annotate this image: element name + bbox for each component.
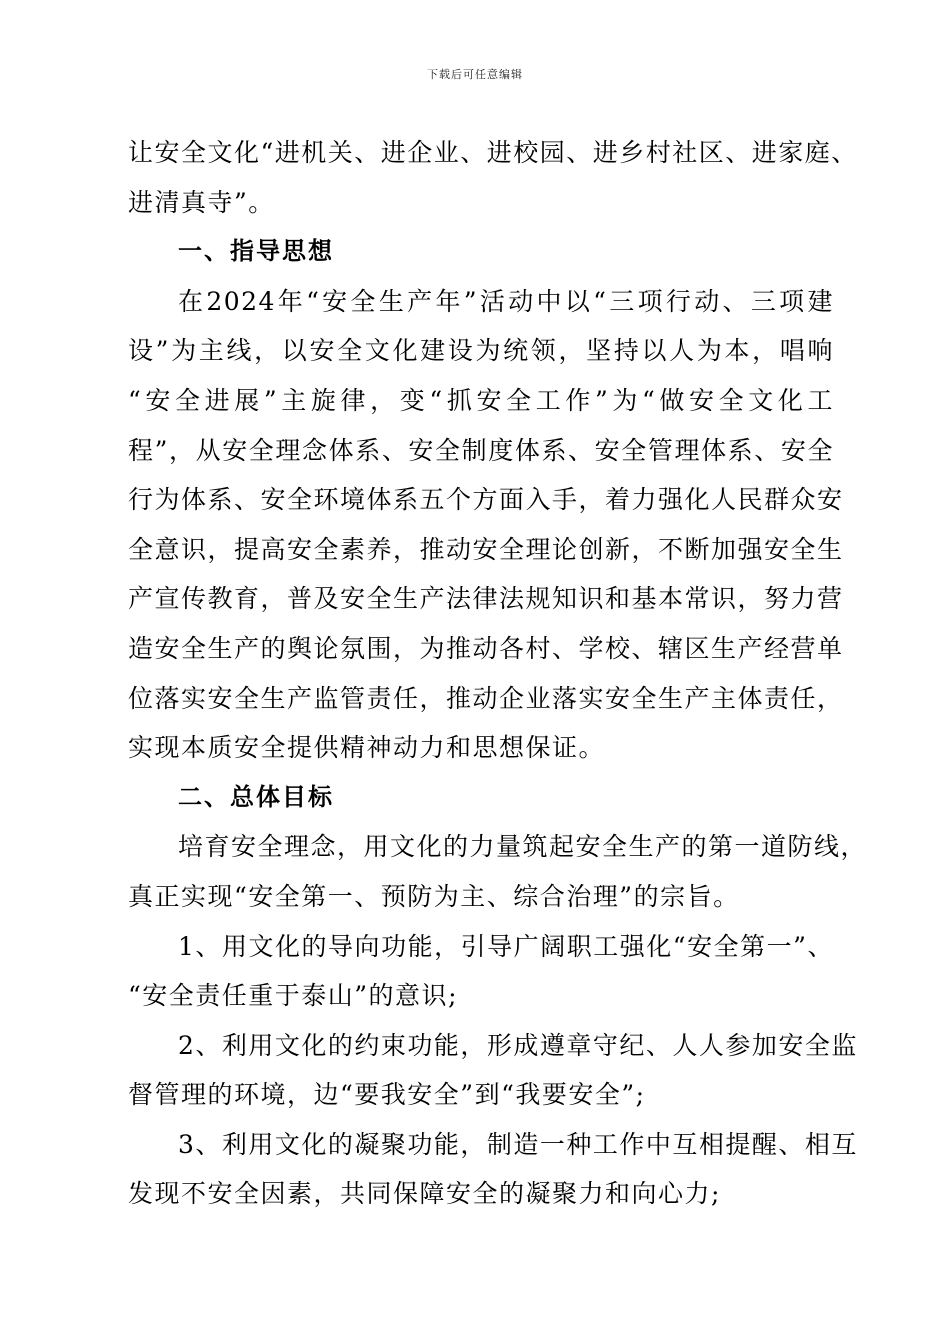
section-heading-overall-goals: 二、总体目标: [178, 782, 334, 811]
page-header-note: 下载后可任意编辑: [427, 68, 523, 81]
list-item-line: 1、用文化的导向功能，引导广阔职工强化“安全第一”、: [178, 931, 834, 961]
paragraph-line: 全意识，提高安全素养，推动安全理论创新，不断加强安全生: [128, 534, 844, 564]
paragraph-line: 在2024年“安全生产年”活动中以“三项行动、三项建: [178, 286, 834, 316]
paragraph-line: 产宣传教育，普及安全生产法律法规知识和基本常识，努力营: [128, 584, 844, 614]
list-item-line: 2、利用文化的约束功能，形成遵章守纪、人人参加安全监: [178, 1030, 858, 1060]
list-item-line: 发现不安全因素，共同保障安全的凝聚力和向心力;: [128, 1179, 721, 1209]
list-item-line: 3、利用文化的凝聚功能，制造一种工作中互相提醒、相互: [178, 1129, 858, 1159]
paragraph-line: 设”为主线，以安全文化建设为统领，坚持以人为本，唱响: [128, 336, 834, 366]
paragraph-line: 程”，从安全理念体系、安全制度体系、安全管理体系、安全: [128, 435, 834, 465]
paragraph-line: 培育安全理念，用文化的力量筑起安全生产的第一道防线，: [178, 832, 868, 862]
paragraph-line: 行为体系、安全环境体系五个方面入手，着力强化人民群众安: [128, 485, 844, 515]
document-body: [128, 128, 868, 1219]
list-item-line: “安全责任重于泰山”的意识;: [128, 981, 458, 1011]
paragraph-line: 位落实安全生产监管责任，推动企业落实安全生产主体责任，: [128, 683, 844, 713]
list-item-line: 督管理的环境，边“要我安全”到“我要安全”;: [128, 1080, 646, 1110]
paragraph-line: 让安全文化“进机关、进企业、进校园、进乡村社区、进家庭、: [128, 138, 858, 167]
paragraph-line: 进清真寺”。: [128, 187, 275, 217]
section-heading-guiding-ideology: 一、指导思想: [178, 237, 334, 266]
paragraph-line: “安全进展”主旋律，变“抓安全工作”为“做安全文化工: [128, 385, 834, 415]
paragraph-line: 实现本质安全提供精神动力和思想保证。: [128, 733, 606, 763]
paragraph-line: 真正实现“安全第一、预防为主、综合治理”的宗旨。: [128, 881, 740, 911]
paragraph-line: 造安全生产的舆论氛围，为推动各村、学校、辖区生产经营单: [128, 633, 844, 663]
